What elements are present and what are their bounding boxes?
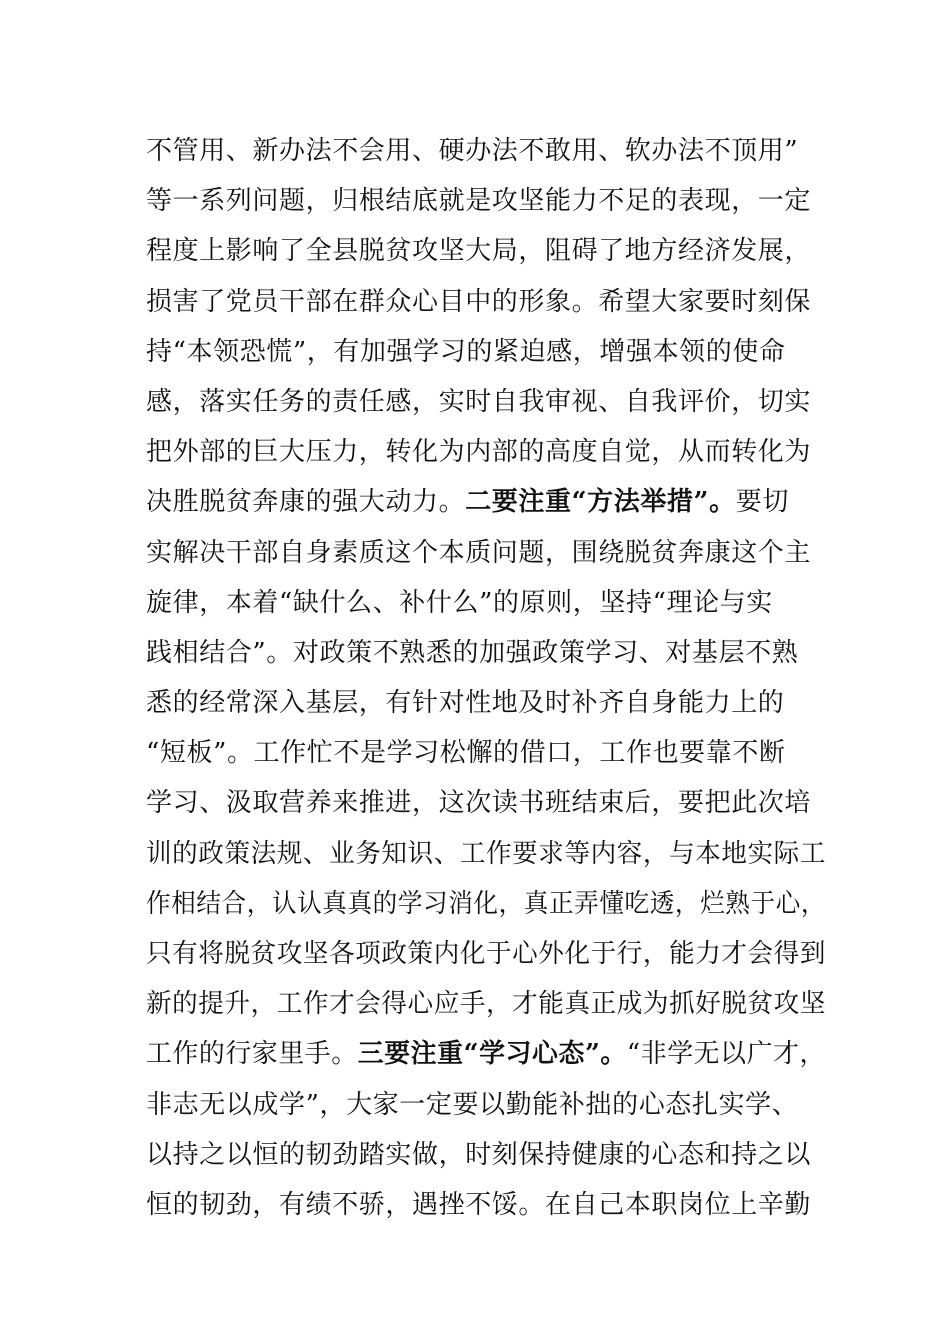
body-text-segment: 新的提升，工作才会得心应手，才能真正成为抓好脱贫攻坚: [146, 989, 826, 1020]
text-line: [146, 277, 826, 327]
body-text-segment: 实解决干部自身素质这个本质问题，围绕脱贫奔康这个主: [146, 537, 812, 568]
body-text-segment: 旋律，本着“缺什么、补什么”的原则，坚持“理论与实: [146, 587, 773, 618]
text-line: [146, 1029, 826, 1079]
text-line: [146, 1080, 826, 1130]
text-line: [146, 578, 826, 628]
body-text-segment: 工作的行家里手。: [146, 1039, 358, 1070]
body-text-segment: 非志无以成学”，大家一定要以勤能补拙的心态扎实学、: [146, 1089, 799, 1120]
text-line: [146, 979, 826, 1029]
body-text-segment: 把外部的巨大压力，转化为内部的高度自觉，从而转化为: [146, 437, 812, 468]
text-line: [146, 678, 826, 728]
body-text-segment: 持“本领恐慌”，有加强学习的紧迫感，增强本领的使命: [146, 336, 786, 367]
body-text-segment: 决胜脱贫奔康的强大动力。: [146, 487, 466, 518]
body-text-segment: 恒的韧劲，有绩不骄，遇挫不馁。在自己本职岗位上辛勤: [146, 1189, 812, 1220]
body-text-segment: 程度上影响了全县脱贫攻坚大局，阻碍了地方经济发展，: [146, 236, 812, 267]
body-text-segment: 学习、汲取营养来推进，这次读书班结束后，要把此次培: [146, 788, 812, 819]
text-line: [146, 778, 826, 828]
text-line: [146, 126, 826, 176]
body-text-segment: 不管用、新办法不会用、硬办法不敢用、软办法不顶用”: [146, 136, 799, 166]
text-line: [146, 929, 826, 979]
body-text-segment: 践相结合”。对政策不熟悉的加强政策学习、对基层不熟: [146, 637, 799, 668]
bold-heading-text: 三要注重“学习心态”。: [357, 1039, 627, 1070]
text-line: [146, 1130, 826, 1180]
text-line: [146, 728, 826, 778]
text-line: [146, 427, 826, 477]
text-line: [146, 327, 826, 377]
body-text-segment: 训的政策法规、业务知识、工作要求等内容，与本地实际工: [146, 838, 826, 869]
body-text-segment: 只有将脱贫攻坚各项政策内化于心外化于行，能力才会得到: [146, 939, 826, 969]
bold-heading-text: 二要注重“方法举措”。: [465, 487, 736, 518]
body-text-segment: 悉的经常深入基层，有针对性地及时补齐自身能力上的: [146, 688, 785, 719]
text-line: [146, 879, 826, 929]
body-text-segment: 作相结合，认认真真的学习消化，真正弄懂吃透，烂熟于心，: [146, 888, 826, 919]
body-text-segment: 损害了党员干部在群众心目中的形象。希望大家要时刻保: [146, 286, 812, 317]
text-line: [146, 1180, 826, 1230]
body-text-segment: 感，落实任务的责任感，实时自我审视、自我评价，切实: [146, 386, 812, 417]
text-line: [146, 176, 826, 226]
text-line: [146, 528, 826, 578]
body-text-segment: 要切: [735, 487, 789, 518]
body-text-segment: “非学无以广才，: [626, 1039, 826, 1070]
body-text-segment: 等一系列问题，归根结底就是攻坚能力不足的表现，一定: [146, 186, 812, 217]
text-line: [146, 829, 826, 879]
text-line: [146, 226, 826, 276]
text-line: [146, 477, 826, 527]
body-text-segment: “短板”。工作忙不是学习松懈的借口，工作也要靠不断: [146, 738, 786, 769]
text-line: [146, 628, 826, 678]
body-paragraph: [146, 126, 826, 1230]
text-line: [146, 377, 826, 427]
body-text-segment: 以持之以恒的韧劲踏实做，时刻保持健康的心态和持之以: [146, 1139, 812, 1170]
